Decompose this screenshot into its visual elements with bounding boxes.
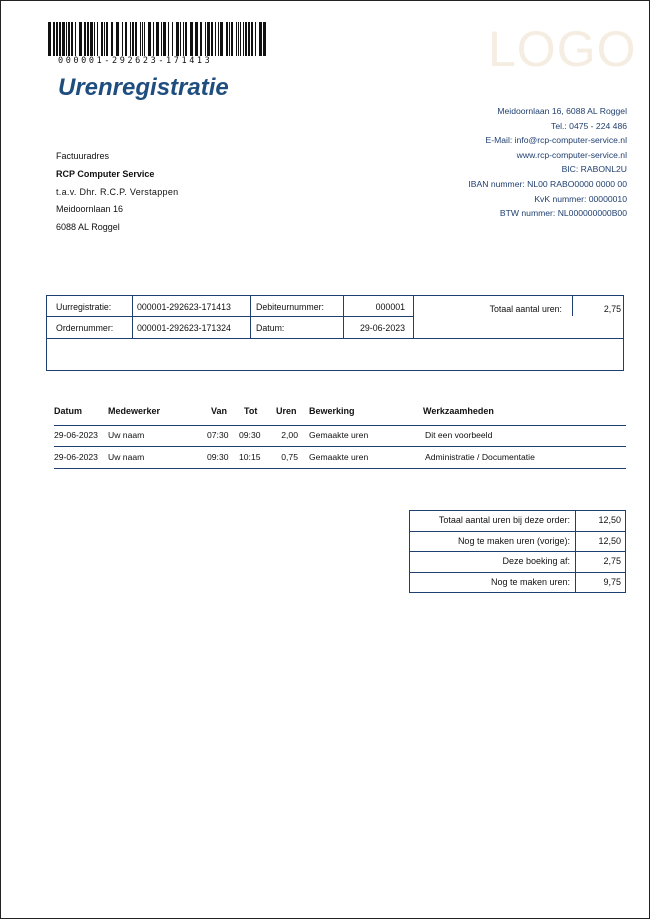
cell-datum: 29-06-2023	[54, 452, 98, 462]
table-row	[54, 447, 626, 469]
barcode-bar	[229, 22, 230, 56]
barcode-bar	[205, 22, 206, 56]
divider	[47, 338, 623, 339]
address-company: RCP Computer Service	[56, 168, 155, 179]
barcode-bar	[153, 22, 154, 56]
company-phone: Tel.: 0475 - 224 486	[551, 120, 627, 131]
cell-bewerking: Gemaakte uren	[309, 430, 369, 440]
barcode-bar	[68, 22, 70, 56]
cell-datum: 29-06-2023	[54, 430, 98, 440]
barcode-bar	[248, 22, 250, 56]
cell-medewerker: Uw naam	[108, 430, 145, 440]
divider	[132, 296, 133, 338]
barcode-bar	[251, 22, 253, 56]
address-attention: t.a.v. Dhr. R.C.P. Verstappen	[56, 186, 179, 197]
barcode-bar	[226, 22, 228, 56]
summary-value: 12,50	[598, 515, 621, 525]
summary-label: Totaal aantal uren bij deze order:	[438, 515, 570, 525]
company-website: www.rcp-computer-service.nl	[516, 149, 627, 160]
barcode-bar	[97, 22, 98, 56]
summary-label: Nog te maken uren:	[490, 576, 570, 587]
barcode-bar	[75, 22, 76, 56]
company-btw: BTW nummer: NL000000000B00	[499, 208, 627, 219]
barcode-bar	[172, 22, 173, 56]
debiteur-value: 000001	[375, 302, 405, 312]
header-van: Van	[211, 406, 228, 416]
barcode-bar	[148, 22, 151, 56]
barcode-bar	[211, 22, 213, 56]
address-city: 6088 AL Roggel	[56, 222, 120, 233]
debiteur-label: Debiteurnummer:	[256, 302, 324, 312]
cell-werkzaamheden: Administratie / Documentatie	[425, 452, 535, 462]
barcode-bar	[48, 22, 51, 56]
barcode-bar	[156, 22, 159, 56]
hours-summary	[409, 510, 626, 593]
barcode-bar	[240, 22, 241, 56]
barcode-bar	[71, 22, 73, 56]
uurregistratie-label: Uurregistratie:	[56, 302, 112, 312]
barcode-bar	[132, 22, 134, 56]
barcode-bar	[144, 22, 145, 56]
barcode-bar	[245, 22, 247, 56]
cell-tot: 10:15	[239, 452, 261, 462]
divider	[575, 532, 576, 552]
summary-label: Deze boeking af:	[502, 556, 570, 567]
divider	[343, 296, 344, 338]
divider	[575, 511, 576, 531]
page-title: Urenregistratie	[58, 74, 229, 101]
cell-tot: 09:30	[239, 430, 261, 440]
barcode-bar	[116, 22, 119, 56]
barcode-bar	[236, 22, 237, 56]
divider	[575, 552, 576, 572]
datum-label: Datum:	[256, 323, 285, 333]
barcode	[46, 22, 270, 56]
barcode-bar	[130, 22, 131, 56]
barcode-bar	[243, 22, 244, 56]
cell-van: 09:30	[207, 452, 229, 462]
summary-row-total	[410, 511, 625, 532]
cell-medewerker: Uw naam	[108, 452, 145, 462]
summary-value: 9,75	[603, 576, 621, 587]
totaal-uren-value: 2,75	[603, 304, 621, 314]
company-email: E-Mail: info@rcp-computer-service.nl	[485, 135, 627, 146]
barcode-bar	[104, 22, 105, 56]
barcode-bar	[142, 22, 143, 56]
barcode-bar	[255, 22, 256, 56]
divider	[413, 296, 414, 338]
barcode-bar	[163, 22, 166, 56]
cell-van: 07:30	[207, 430, 229, 440]
summary-row-booking	[410, 552, 625, 573]
company-bic: BIC: RABONL2U	[561, 164, 627, 175]
barcode-bar	[111, 22, 113, 56]
cell-uren: 0,75	[281, 452, 298, 462]
divider	[47, 316, 413, 317]
summary-label: Nog te maken uren (vorige):	[457, 535, 570, 546]
logo: LOGO	[488, 21, 637, 77]
header-bewerking: Bewerking	[309, 406, 355, 416]
barcode-bar	[140, 22, 141, 56]
barcode-bar	[161, 22, 162, 56]
barcode-bar	[122, 22, 123, 56]
cell-bewerking: Gemaakte uren	[309, 452, 369, 462]
address-label: Factuuradres	[56, 151, 110, 161]
header-datum: Datum	[54, 406, 83, 416]
barcode-bar	[66, 22, 67, 56]
billing-address	[56, 148, 178, 237]
cell-uren: 2,00	[281, 430, 298, 440]
barcode-bar	[59, 22, 61, 56]
header-uren: Uren	[276, 406, 297, 416]
barcode-bar	[259, 22, 262, 56]
uurregistratie-value: 000001-292623-171413	[137, 302, 231, 312]
barcode-bar	[106, 22, 108, 56]
barcode-bar	[195, 22, 198, 56]
barcode-bar	[135, 22, 137, 56]
ordernummer-label: Ordernummer:	[56, 323, 114, 333]
header-tot: Tot	[244, 406, 258, 416]
row-divider	[54, 468, 626, 469]
barcode-text: 000001-292623-171413	[58, 56, 213, 66]
table-row	[54, 425, 626, 447]
barcode-bar	[218, 22, 219, 56]
barcode-bar	[94, 22, 95, 56]
info-box	[46, 295, 624, 371]
barcode-bar	[180, 22, 181, 56]
barcode-bar	[231, 22, 233, 56]
summary-row-previous	[410, 532, 625, 553]
barcode-bar	[62, 22, 65, 56]
header-werkzaamheden: Werkzaamheden	[423, 406, 494, 416]
barcode-bar	[200, 22, 202, 56]
company-kvk: KvK nummer: 00000010	[534, 193, 627, 204]
ordernummer-value: 000001-292623-171324	[137, 323, 231, 333]
company-address: Meidoornlaan 16, 6088 AL Roggel	[497, 106, 627, 116]
barcode-bar	[185, 22, 187, 56]
barcode-bar	[215, 22, 216, 56]
divider	[250, 296, 251, 338]
company-iban: IBAN nummer: NL00 RABO0000 0000 00	[468, 178, 627, 189]
barcode-bar	[84, 22, 86, 56]
barcode-bar	[53, 22, 55, 56]
barcode-bar	[90, 22, 93, 56]
cell-werkzaamheden: Dit een voorbeeld	[425, 430, 493, 440]
address-street: Meidoornlaan 16	[56, 204, 124, 215]
barcode-bar	[207, 22, 210, 56]
barcode-bar	[125, 22, 127, 56]
barcode-bar	[263, 22, 266, 56]
barcode-bar	[168, 22, 169, 56]
totaal-uren-label: Totaal aantal uren:	[489, 304, 562, 314]
summary-value: 12,50	[598, 535, 621, 546]
company-details	[468, 104, 627, 221]
divider	[575, 573, 576, 593]
summary-value: 2,75	[603, 556, 621, 567]
barcode-bar	[190, 22, 193, 56]
barcode-bar	[176, 22, 179, 56]
barcode-bar	[183, 22, 184, 56]
barcode-bar	[87, 22, 89, 56]
header-medewerker: Medewerker	[108, 406, 161, 416]
barcode-bar	[101, 22, 103, 56]
datum-value: 29-06-2023	[360, 323, 405, 333]
barcode-bar	[220, 22, 223, 56]
barcode-bar	[56, 22, 58, 56]
divider	[572, 296, 573, 316]
barcode-bar	[79, 22, 82, 56]
barcode-bar	[238, 22, 239, 56]
summary-row-remaining	[410, 573, 625, 593]
